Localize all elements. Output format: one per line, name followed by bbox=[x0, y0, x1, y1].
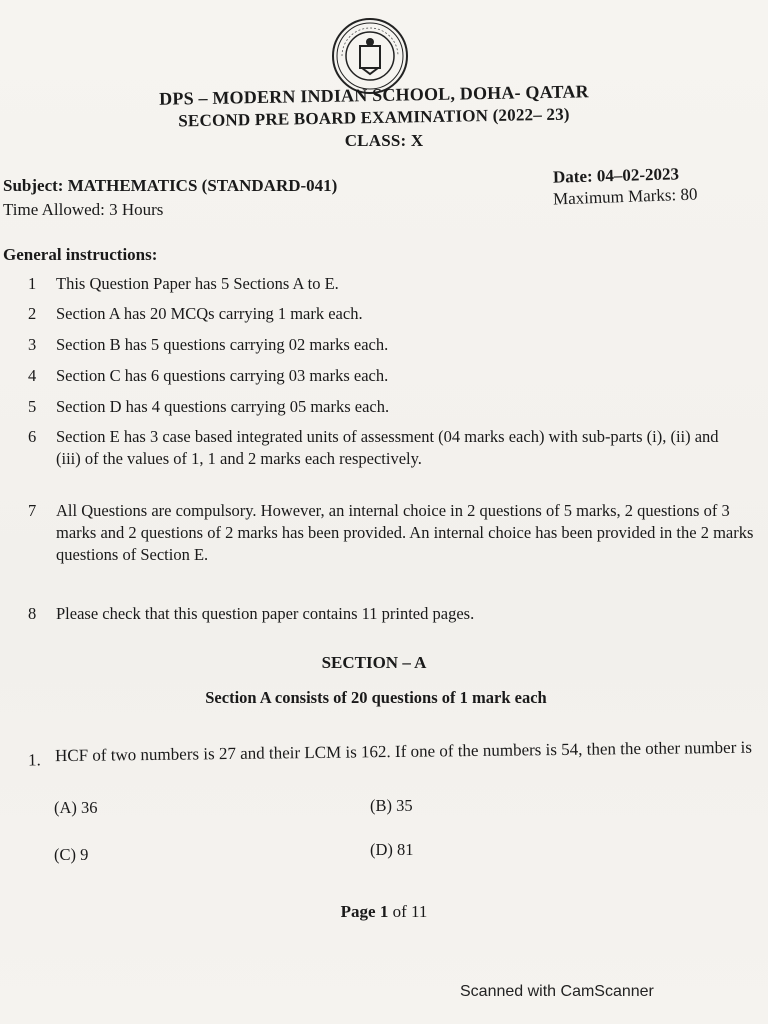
instruction-item bbox=[28, 365, 758, 387]
school-name: DPS – MODERN INDIAN SCHOOL, DOHA- QATAR bbox=[159, 81, 589, 109]
time-allowed: Time Allowed: 3 Hours bbox=[3, 200, 164, 219]
scanner-watermark: Scanned with CamScanner bbox=[460, 983, 654, 1000]
instruction-text: Section E has 3 case based integrated units of assessment (04 marks each) with sub-parts (i), (ii) and (iii) of the values of 1, 1 and 2 marks each respectively. bbox=[56, 427, 719, 468]
instruction-item bbox=[28, 603, 758, 625]
option-d: (D) 81 bbox=[370, 840, 414, 859]
option-a: (A) 36 bbox=[54, 798, 98, 817]
instruction-item bbox=[28, 303, 758, 325]
page-prefix: Page bbox=[340, 902, 380, 921]
instruction-item bbox=[28, 426, 728, 470]
class-label: CLASS: X bbox=[344, 131, 424, 150]
exam-title: SECOND PRE BOARD EXAMINATION (2022– 23) bbox=[178, 104, 570, 131]
instruction-item bbox=[28, 334, 758, 356]
subject-label: Subject: bbox=[3, 176, 64, 195]
instruction-text: Section B has 5 questions carrying 02 marks each. bbox=[56, 335, 389, 354]
instruction-number: 7 bbox=[28, 501, 37, 520]
instruction-number: 5 bbox=[28, 397, 37, 416]
instruction-number: 8 bbox=[28, 604, 37, 623]
option-b: (B) 35 bbox=[370, 796, 413, 815]
question-1 bbox=[28, 736, 758, 769]
instruction-text: All Questions are compulsory. However, an internal choice in 2 questions of 5 marks, 2 questions of 3 marks and 2 questions of 2 marks has been provided. An internal choice has been provided in the 2 marks questions of Section E. bbox=[56, 501, 754, 564]
option-c: (C) 9 bbox=[54, 845, 89, 864]
instruction-number: 1 bbox=[28, 274, 37, 293]
page-suffix: of 11 bbox=[388, 902, 428, 921]
instruction-text: Section C has 6 questions carrying 03 marks each. bbox=[56, 366, 389, 385]
exam-date: Date: 04–02-2023 bbox=[552, 164, 680, 187]
instruction-text: Please check that this question paper contains 11 printed pages. bbox=[56, 604, 475, 623]
instruction-number: 2 bbox=[28, 304, 37, 323]
instruction-item bbox=[28, 396, 758, 418]
instruction-number: 4 bbox=[28, 366, 37, 385]
instruction-number: 6 bbox=[28, 427, 37, 446]
instruction-text: Section D has 4 questions carrying 05 marks each. bbox=[56, 397, 390, 416]
subject-line bbox=[3, 176, 337, 196]
section-a-subtitle: Section A consists of 20 questions of 1 mark each bbox=[205, 688, 547, 707]
instruction-text: This Question Paper has 5 Sections A to E. bbox=[56, 274, 339, 293]
instruction-number: 3 bbox=[28, 335, 37, 354]
maximum-marks: Maximum Marks: 80 bbox=[552, 184, 698, 209]
instruction-item bbox=[28, 273, 758, 295]
page-footer bbox=[0, 902, 768, 922]
instruction-text: Section A has 20 MCQs carrying 1 mark each. bbox=[56, 304, 363, 323]
page-number: 1 bbox=[379, 902, 389, 921]
section-a-title: SECTION – A bbox=[321, 653, 427, 672]
question-text: HCF of two numbers is 27 and their LCM is 162. If one of the numbers is 54, then the other number is bbox=[54, 737, 753, 766]
instruction-item bbox=[28, 500, 758, 566]
subject-value: MATHEMATICS (STANDARD-041) bbox=[67, 176, 338, 195]
question-number: 1. bbox=[27, 750, 41, 770]
general-instructions-title: General instructions: bbox=[3, 245, 158, 264]
